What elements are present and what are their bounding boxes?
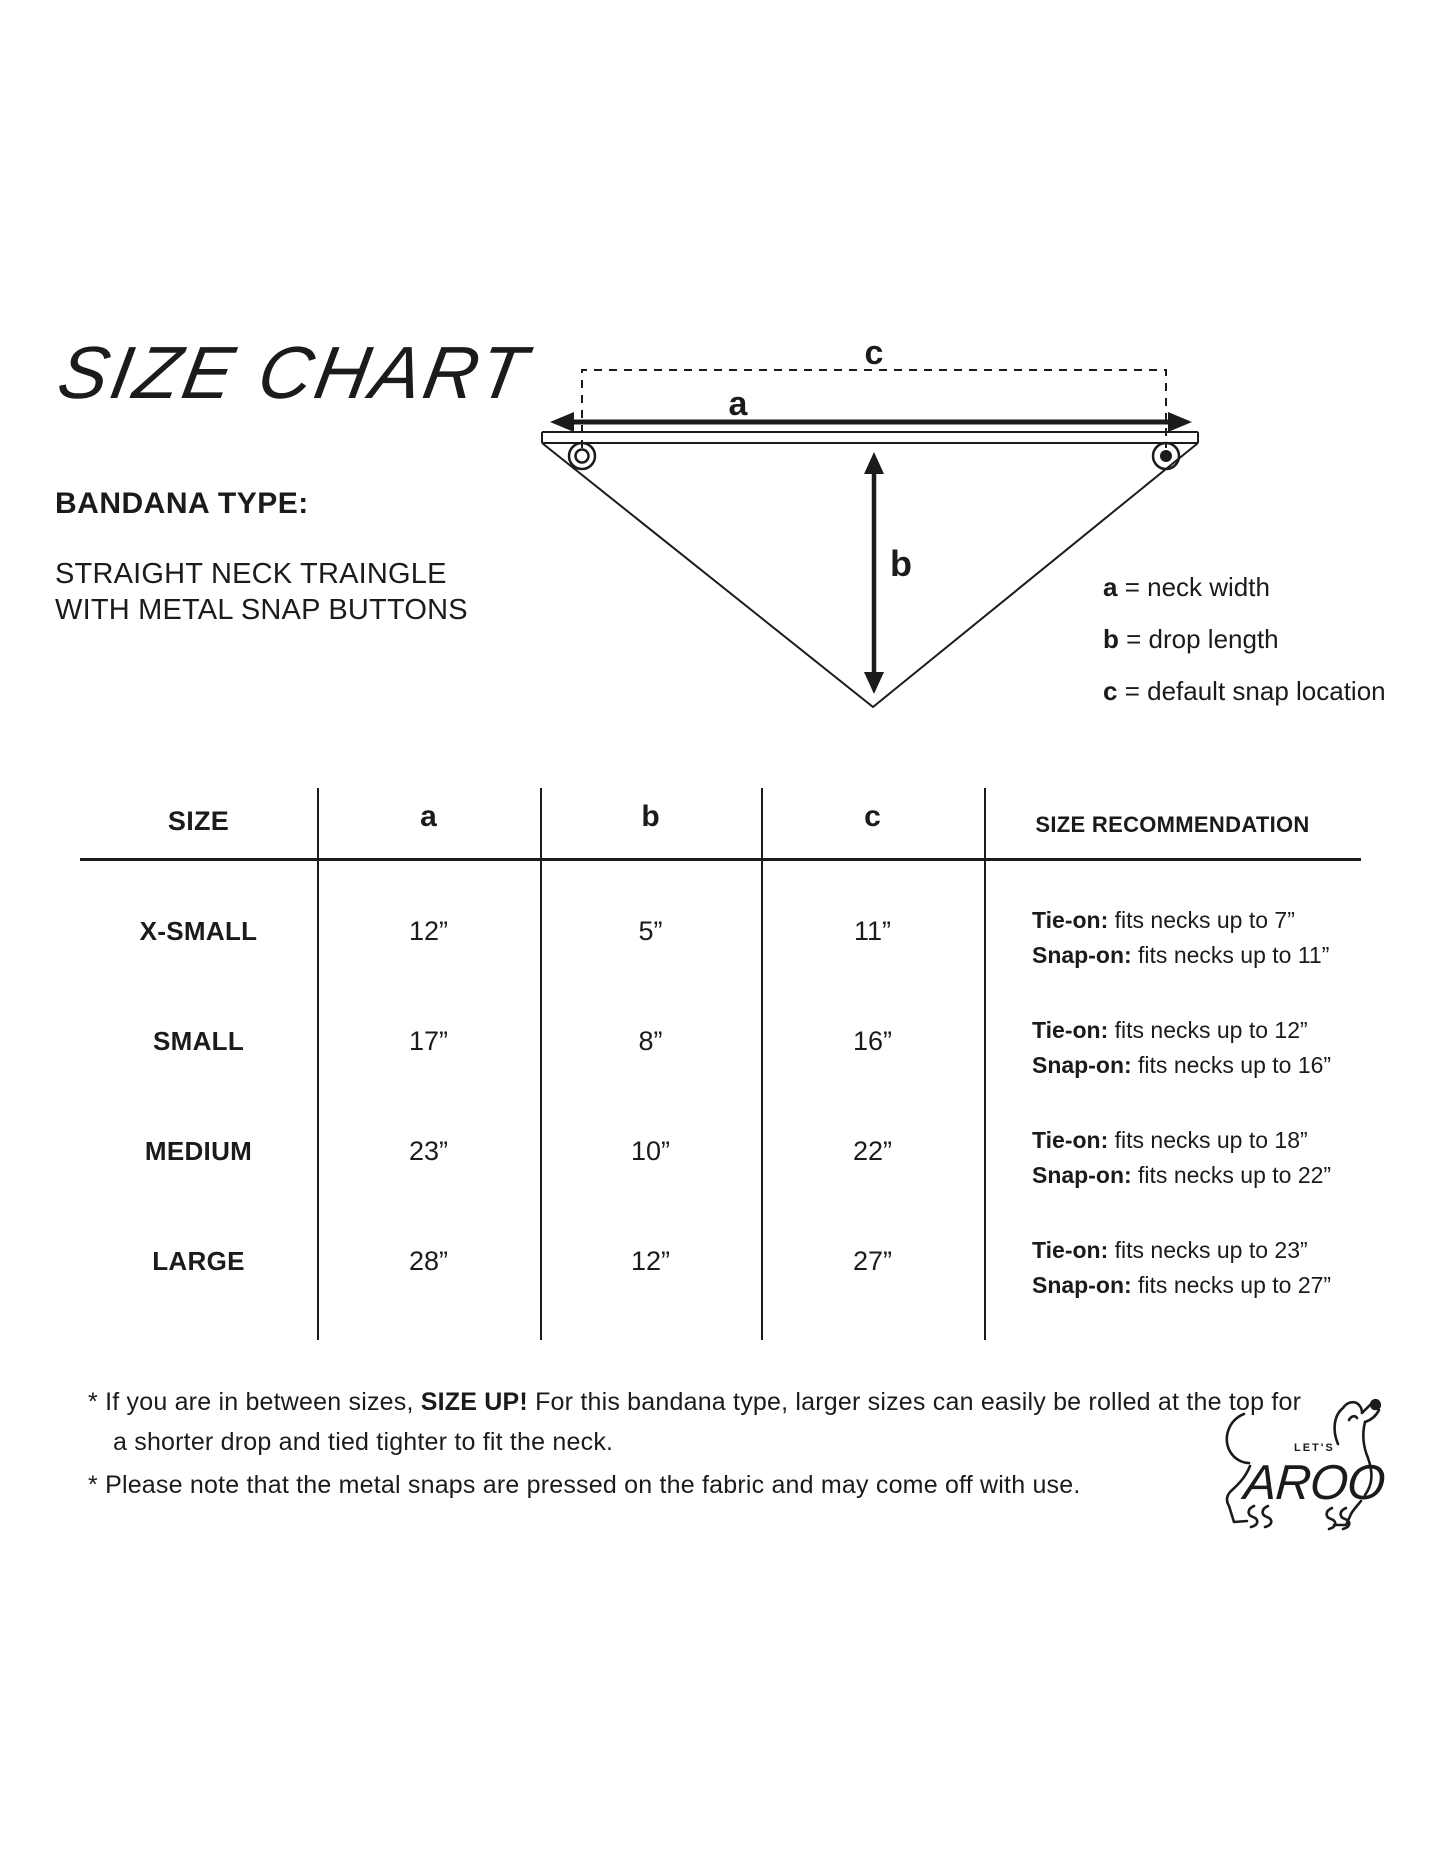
arrow-b-bottom-head: [864, 672, 884, 694]
medium-tie-label: Tie-on:: [1032, 1127, 1109, 1153]
column-header-a: a: [420, 800, 437, 833]
legend-text-a: = neck width: [1124, 572, 1270, 602]
bandana-type-line1: STRAIGHT NECK TRAINGLE: [55, 558, 447, 590]
row-small-recommendation: [1032, 1013, 1377, 1083]
row-medium-a: 23”: [408, 1136, 449, 1166]
large-tie-text: fits necks up to 23”: [1108, 1237, 1308, 1263]
lets-aroo-logo: [1216, 1398, 1401, 1558]
small-tie-line: [1032, 1013, 1377, 1048]
large-tie-line: [1032, 1233, 1377, 1268]
row-xsmall-b: 5”: [638, 916, 663, 946]
xsmall-tie-label: Tie-on:: [1032, 907, 1109, 933]
row-medium-recommendation: [1032, 1123, 1377, 1193]
xsmall-tie-text: fits necks up to 7”: [1108, 907, 1295, 933]
medium-snap-text: fits necks up to 22”: [1131, 1162, 1332, 1188]
legend-item-c: [1103, 676, 1386, 728]
row-large-recommendation: [1032, 1233, 1377, 1303]
small-snap-line: [1032, 1048, 1377, 1083]
xsmall-snap-text: fits necks up to 11”: [1131, 942, 1330, 968]
diagram-legend: [1103, 572, 1386, 728]
table-divider-4: [984, 788, 986, 1340]
footnote-metal-snaps: * Please note that the metal snaps are pressed on the fabric and may come off with use.: [88, 1471, 1081, 1499]
small-snap-text: fits necks up to 16”: [1131, 1052, 1332, 1078]
footnote1-bold: SIZE UP!: [420, 1388, 528, 1416]
arrow-a-right-head: [1168, 412, 1192, 432]
dog-head-outline: [1335, 1402, 1372, 1444]
xsmall-tie-line: [1032, 903, 1377, 938]
row-xsmall-c: 11”: [853, 916, 892, 946]
column-header-recommendation: SIZE RECOMMENDATION: [1035, 812, 1310, 837]
snap-location-dashed-bracket: [582, 370, 1166, 448]
footnote-size-up-line2: a shorter drop and tied tighter to fit the neck.: [113, 1428, 614, 1456]
small-tie-label: Tie-on:: [1032, 1017, 1109, 1043]
large-snap-label: Snap-on:: [1032, 1272, 1132, 1298]
legend-item-b: [1103, 624, 1386, 676]
table-header-rule: [80, 858, 1361, 861]
row-xsmall-a: 12”: [408, 916, 449, 946]
triangle-outline: [542, 443, 1198, 707]
arrow-a-left-head: [550, 412, 574, 432]
legend-text-b: = drop length: [1126, 624, 1279, 654]
small-tie-text: fits necks up to 12”: [1108, 1017, 1308, 1043]
snap-button-left-inner: [576, 450, 589, 463]
row-medium-b: 10”: [630, 1136, 671, 1166]
diagram-label-a: a: [728, 385, 748, 423]
snap-button-right-dot: [1160, 450, 1172, 462]
row-large-size: LARGE: [152, 1246, 245, 1276]
logo-lets-text: LET'S: [1294, 1442, 1335, 1454]
medium-tie-line: [1032, 1123, 1377, 1158]
legend-item-a: [1103, 572, 1386, 624]
row-medium-c: 22”: [852, 1136, 893, 1166]
footnote1-post: For this bandana type, larger sizes can easily be rolled at the top for: [527, 1388, 1302, 1416]
legend-text-c: = default snap location: [1124, 676, 1386, 706]
large-snap-line: [1032, 1268, 1377, 1303]
legend-letter-a: a: [1103, 572, 1118, 602]
large-snap-text: fits necks up to 27”: [1131, 1272, 1332, 1298]
logo-aroo-text: AROO: [1242, 1456, 1387, 1510]
row-large-a: 28”: [408, 1246, 449, 1276]
row-large-c: 27”: [852, 1246, 893, 1276]
row-xsmall-size: X-SMALL: [139, 916, 258, 946]
large-tie-label: Tie-on:: [1032, 1237, 1109, 1263]
legend-letter-c: c: [1103, 676, 1118, 706]
arrow-b-top-head: [864, 452, 884, 474]
column-header-c: c: [864, 800, 881, 833]
column-header-b: b: [641, 800, 660, 833]
row-small-b: 8”: [638, 1026, 663, 1056]
medium-snap-line: [1032, 1158, 1377, 1193]
diagram-label-c: c: [864, 334, 884, 372]
xsmall-snap-line: [1032, 938, 1377, 973]
column-header-size: SIZE: [167, 806, 230, 836]
row-small-a: 17”: [408, 1026, 449, 1056]
row-xsmall-recommendation: [1032, 903, 1377, 973]
dog-mouth: [1365, 1410, 1379, 1422]
small-snap-label: Snap-on:: [1032, 1052, 1132, 1078]
bandana-type-line2: WITH METAL SNAP BUTTONS: [55, 594, 468, 626]
medium-tie-text: fits necks up to 18”: [1108, 1127, 1308, 1153]
legend-letter-b: b: [1103, 624, 1119, 654]
diagram-label-b: b: [890, 543, 912, 584]
dog-front-paw-squiggle-1: [1327, 1508, 1336, 1529]
bandana-type-description: [55, 556, 468, 628]
bandana-type-label: BANDANA TYPE:: [55, 487, 309, 520]
dog-nose: [1370, 1399, 1381, 1410]
xsmall-snap-label: Snap-on:: [1032, 942, 1132, 968]
row-small-c: 16”: [852, 1026, 893, 1056]
page-title: SIZE CHART: [52, 331, 536, 414]
dog-inner-ear: [1349, 1416, 1357, 1420]
row-medium-size: MEDIUM: [144, 1136, 253, 1166]
footnote1-pre: * If you are in between sizes,: [88, 1388, 421, 1416]
footnote-size-up-line1: [88, 1388, 1301, 1417]
row-large-b: 12”: [630, 1246, 671, 1276]
row-small-size: SMALL: [152, 1026, 245, 1056]
medium-snap-label: Snap-on:: [1032, 1162, 1132, 1188]
